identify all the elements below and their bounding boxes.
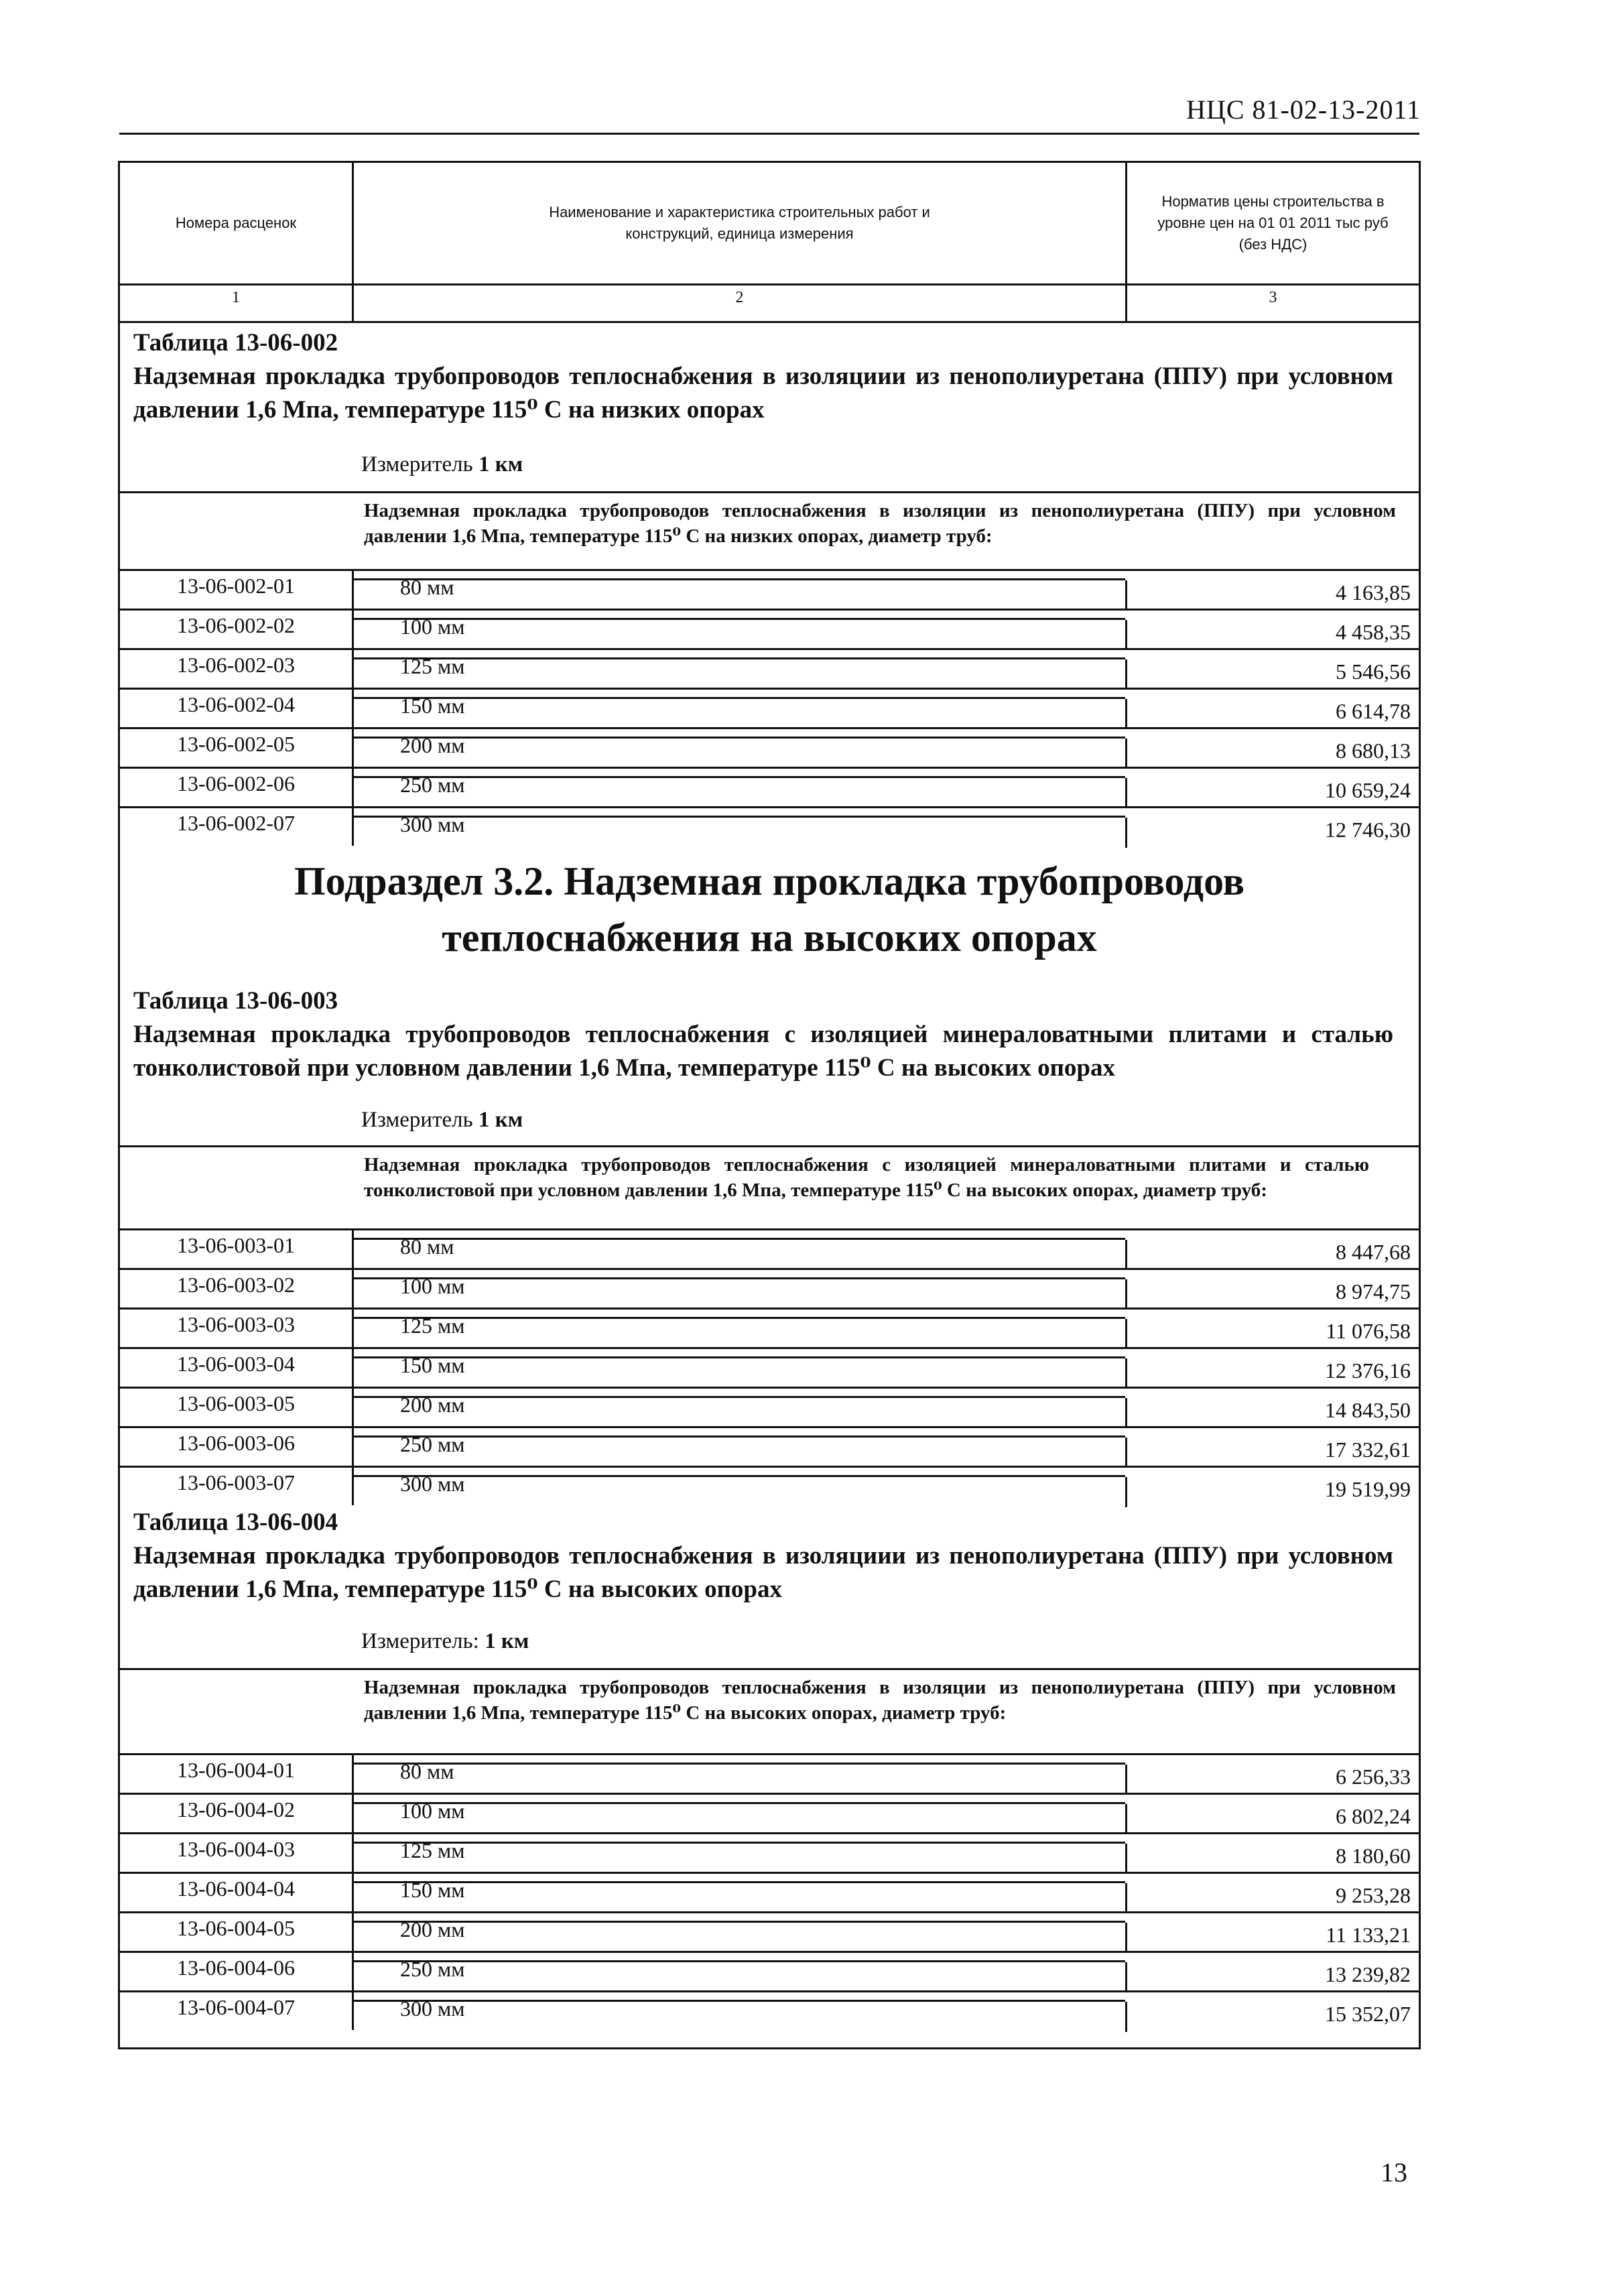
name-underline [354, 737, 1125, 739]
pipe-diameter: 200 мм [400, 1393, 465, 1417]
column-divider [1125, 1438, 1127, 1468]
pipe-diameter: 125 мм [400, 1838, 465, 1862]
name-underline [354, 578, 1125, 580]
column-divider [352, 1228, 354, 1268]
price-value: 8 180,60 [1336, 1844, 1411, 1868]
table-003-group-heading: Надземная прокладка трубопроводов теплоснабжения с изоляцией минераловатными плитами и сталью тонколистовой при условном давлении 1,6 Мпа, температуре 115⁰ С на высоких опорах, диаметр труб: [364, 1154, 1369, 1201]
header-rule [120, 283, 1419, 285]
name-underline [354, 1317, 1125, 1319]
table-002-measure [361, 452, 523, 477]
name-underline [354, 1475, 1125, 1477]
column-divider [352, 1268, 354, 1308]
column-divider [1125, 659, 1127, 690]
pipe-diameter: 150 мм [400, 1353, 465, 1377]
table-004-description: Надземная прокладка трубопроводов теплоснабжения в изоляциии из пенополиуретана (ППУ) при условном давлении 1,6 Мпа, температуре 115⁰ С на высоких опорах [133, 1542, 1393, 1603]
rate-code: 13-06-002-02 [177, 613, 295, 637]
rate-code: 13-06-003-06 [177, 1431, 295, 1455]
column-divider [1125, 1923, 1127, 1953]
page-number: 13 [1381, 2157, 1407, 2187]
price-value: 8 447,68 [1336, 1240, 1411, 1264]
pipe-diameter: 100 мм [400, 615, 465, 639]
column-divider [1125, 739, 1127, 769]
price-value: 11 076,58 [1326, 1319, 1411, 1343]
pipe-diameter: 300 мм [400, 812, 465, 836]
price-value: 5 546,56 [1336, 659, 1411, 684]
column-divider [1125, 1398, 1127, 1428]
column-divider [1125, 1883, 1127, 1913]
table-row [120, 1793, 1419, 1832]
rate-code: 13-06-002-07 [177, 811, 295, 835]
column-divider [352, 1426, 354, 1466]
pipe-diameter: 250 мм [400, 1957, 465, 1981]
group-rule [120, 1668, 1419, 1670]
table-004-measure [361, 1629, 529, 1654]
column-divider [352, 609, 354, 648]
table-row [120, 1308, 1419, 1347]
name-underline [354, 1238, 1125, 1240]
price-value: 6 614,78 [1336, 699, 1411, 723]
table-row [120, 1466, 1419, 1505]
header-col-codes: Номера расценок [175, 214, 297, 231]
column-divider [352, 767, 354, 806]
pipe-diameter: 100 мм [400, 1799, 465, 1823]
measure-label: Измеритель: [361, 1629, 479, 1653]
column-divider [1125, 580, 1127, 611]
pipe-diameter: 250 мм [400, 1432, 465, 1456]
header-rule [119, 133, 1419, 135]
rate-code: 13-06-003-05 [177, 1391, 295, 1415]
price-value: 10 659,24 [1325, 778, 1411, 802]
rate-code: 13-06-003-03 [177, 1312, 295, 1336]
column-divider [352, 1308, 354, 1347]
column-divider [1125, 1240, 1127, 1270]
pipe-diameter: 250 мм [400, 773, 465, 797]
price-value: 6 802,24 [1336, 1804, 1411, 1828]
column-divider [352, 1872, 354, 1911]
name-underline [354, 776, 1125, 778]
rate-code: 13-06-004-03 [177, 1837, 295, 1861]
name-underline [354, 816, 1125, 818]
column-divider [352, 1990, 354, 2030]
table-row [120, 727, 1419, 767]
column-divider [1125, 1962, 1127, 1992]
column-divider [352, 648, 354, 688]
rate-code: 13-06-002-05 [177, 732, 295, 756]
table-row [120, 1347, 1419, 1387]
pipe-diameter: 300 мм [400, 1472, 465, 1496]
pipe-diameter: 150 мм [400, 694, 465, 718]
column-number-2: 2 [735, 289, 744, 306]
pipe-diameter: 200 мм [400, 733, 465, 757]
rate-code: 13-06-003-01 [177, 1233, 295, 1257]
price-value: 12 746,30 [1325, 818, 1411, 842]
name-underline [354, 2000, 1125, 2002]
subsection-title-line1: Подраздел 3.2. Надземная прокладка трубопроводов [294, 859, 1245, 903]
rate-code: 13-06-002-01 [177, 574, 295, 598]
name-underline [354, 1921, 1125, 1923]
measure-unit: 1 км [478, 452, 523, 476]
column-divider [1125, 1477, 1127, 1507]
column-divider [352, 569, 354, 609]
header-rule [120, 321, 1419, 323]
table-002-description: Надземная прокладка трубопроводов теплоснабжения в изоляциии из пенополиуретана (ППУ) при условном давлении 1,6 Мпа, температуре 115⁰ С на низких опорах [133, 363, 1393, 424]
column-divider [352, 1793, 354, 1832]
name-underline [354, 697, 1125, 699]
column-divider [1125, 778, 1127, 808]
price-value: 12 376,16 [1325, 1358, 1411, 1383]
header-col-description: Наименование и характеристика строительных работ и конструкций, единица измерения [549, 204, 930, 242]
table-003-title: Таблица 13-06-003 [133, 987, 338, 1015]
column-divider [352, 1753, 354, 1793]
rate-code: 13-06-004-01 [177, 1758, 295, 1782]
rate-code: 13-06-002-04 [177, 692, 295, 716]
name-underline [354, 1396, 1125, 1398]
column-divider [352, 727, 354, 767]
column-divider [1125, 2002, 1127, 2032]
price-value: 15 352,07 [1325, 2002, 1411, 2026]
rate-code: 13-06-003-02 [177, 1273, 295, 1297]
name-underline [354, 618, 1125, 620]
name-underline [354, 1356, 1125, 1358]
price-value: 4 458,35 [1336, 620, 1411, 644]
table-row [120, 688, 1419, 727]
table-row [120, 1753, 1419, 1793]
name-underline [354, 1277, 1125, 1279]
column-divider [352, 1832, 354, 1872]
rate-code: 13-06-002-03 [177, 653, 295, 677]
price-value: 6 256,33 [1336, 1765, 1411, 1789]
table-row [120, 609, 1419, 648]
name-underline [354, 657, 1125, 659]
rate-code: 13-06-004-04 [177, 1876, 295, 1901]
column-number-1: 1 [232, 289, 240, 306]
column-divider [1125, 1844, 1127, 1874]
table-003-measure [361, 1108, 523, 1133]
pipe-diameter: 80 мм [400, 1234, 454, 1259]
name-underline [354, 1881, 1125, 1883]
table-row [120, 1951, 1419, 1990]
column-divider [1125, 620, 1127, 650]
subsection-title [120, 853, 1419, 966]
pipe-diameter: 100 мм [400, 1274, 465, 1298]
column-divider [1125, 818, 1127, 848]
rate-code: 13-06-003-04 [177, 1352, 295, 1376]
column-divider [352, 688, 354, 727]
table-row [120, 569, 1419, 609]
measure-unit: 1 км [478, 1108, 523, 1132]
pipe-diameter: 150 мм [400, 1878, 465, 1902]
rate-code: 13-06-004-07 [177, 1995, 295, 2019]
header-col-price: Норматив цены строительства в уровне цен на 01 01 2011 тыс руб (без НДС) [1157, 193, 1389, 253]
column-divider [1125, 699, 1127, 729]
table-row [120, 767, 1419, 806]
name-underline [354, 1802, 1125, 1804]
column-number-3: 3 [1269, 289, 1277, 306]
column-divider [352, 806, 354, 846]
column-divider [352, 1347, 354, 1387]
table-002-group-heading: Надземная прокладка трубопроводов теплоснабжения в изоляции из пенополиуретана (ППУ) при условном давлении 1,6 Мпа, температуре 115⁰ С на низких опорах, диаметр труб: [364, 500, 1396, 547]
table-row [120, 1832, 1419, 1872]
table-row [120, 1872, 1419, 1911]
name-underline [354, 1436, 1125, 1438]
column-divider [352, 1951, 354, 1990]
rate-code: 13-06-004-05 [177, 1916, 295, 1940]
pipe-diameter: 200 мм [400, 1917, 465, 1941]
column-divider [352, 1911, 354, 1951]
group-rule [120, 491, 1419, 493]
rate-code: 13-06-003-07 [177, 1470, 295, 1494]
table-row [120, 1990, 1419, 2030]
price-value: 19 519,99 [1325, 1477, 1411, 1501]
pipe-diameter: 125 мм [400, 654, 465, 678]
document-code: НЦС 81-02-13-2011 [1186, 94, 1421, 125]
name-underline [354, 1763, 1125, 1765]
column-divider [352, 1387, 354, 1426]
price-value: 4 163,85 [1336, 580, 1411, 604]
price-value: 9 253,28 [1336, 1883, 1411, 1907]
table-row [120, 648, 1419, 688]
rate-code: 13-06-004-02 [177, 1797, 295, 1822]
price-value: 8 680,13 [1336, 739, 1411, 763]
column-divider [352, 1466, 354, 1505]
rate-code: 13-06-002-06 [177, 771, 295, 795]
rate-code: 13-06-004-06 [177, 1956, 295, 1980]
measure-unit: 1 км [485, 1629, 529, 1653]
column-divider [1125, 1279, 1127, 1310]
column-divider [1125, 1319, 1127, 1349]
subsection-title-line2: теплоснабжения на высоких опорах [442, 915, 1097, 960]
column-divider [1125, 1804, 1127, 1834]
group-rule [120, 1145, 1419, 1147]
table-row [120, 1268, 1419, 1308]
pipe-diameter: 125 мм [400, 1314, 465, 1338]
table-row [120, 1426, 1419, 1466]
price-value: 11 133,21 [1326, 1923, 1411, 1947]
measure-label: Измеритель [361, 1108, 473, 1132]
table-003-description: Надземная прокладка трубопроводов теплоснабжения с изоляцией минераловатными плитами и сталью тонколистовой при условном давлении 1,6 Мпа, температуре 115⁰ С на высоких опорах [133, 1021, 1393, 1082]
name-underline [354, 1842, 1125, 1844]
price-value: 8 974,75 [1336, 1279, 1411, 1303]
table-004-group-heading: Надземная прокладка трубопроводов теплоснабжения в изоляции из пенополиуретана (ППУ) при условном давлении 1,6 Мпа, температуре 115⁰ С на высоких опорах, диаметр труб: [364, 1677, 1396, 1724]
column-divider [1125, 1765, 1127, 1795]
pipe-diameter: 80 мм [400, 1759, 454, 1783]
price-value: 14 843,50 [1325, 1398, 1411, 1422]
price-value: 17 332,61 [1325, 1438, 1411, 1462]
name-underline [354, 1960, 1125, 1962]
table-004-title: Таблица 13-06-004 [133, 1509, 338, 1536]
price-value: 13 239,82 [1325, 1962, 1411, 1986]
table-002-title: Таблица 13-06-002 [133, 329, 338, 357]
column-divider [1125, 1358, 1127, 1389]
table-row [120, 1911, 1419, 1951]
table-row [120, 1387, 1419, 1426]
table-row [120, 1228, 1419, 1268]
price-table-frame [118, 161, 1421, 2049]
pipe-diameter: 80 мм [400, 575, 454, 599]
pipe-diameter: 300 мм [400, 1996, 465, 2021]
table-row [120, 806, 1419, 846]
measure-label: Измеритель [361, 452, 473, 476]
